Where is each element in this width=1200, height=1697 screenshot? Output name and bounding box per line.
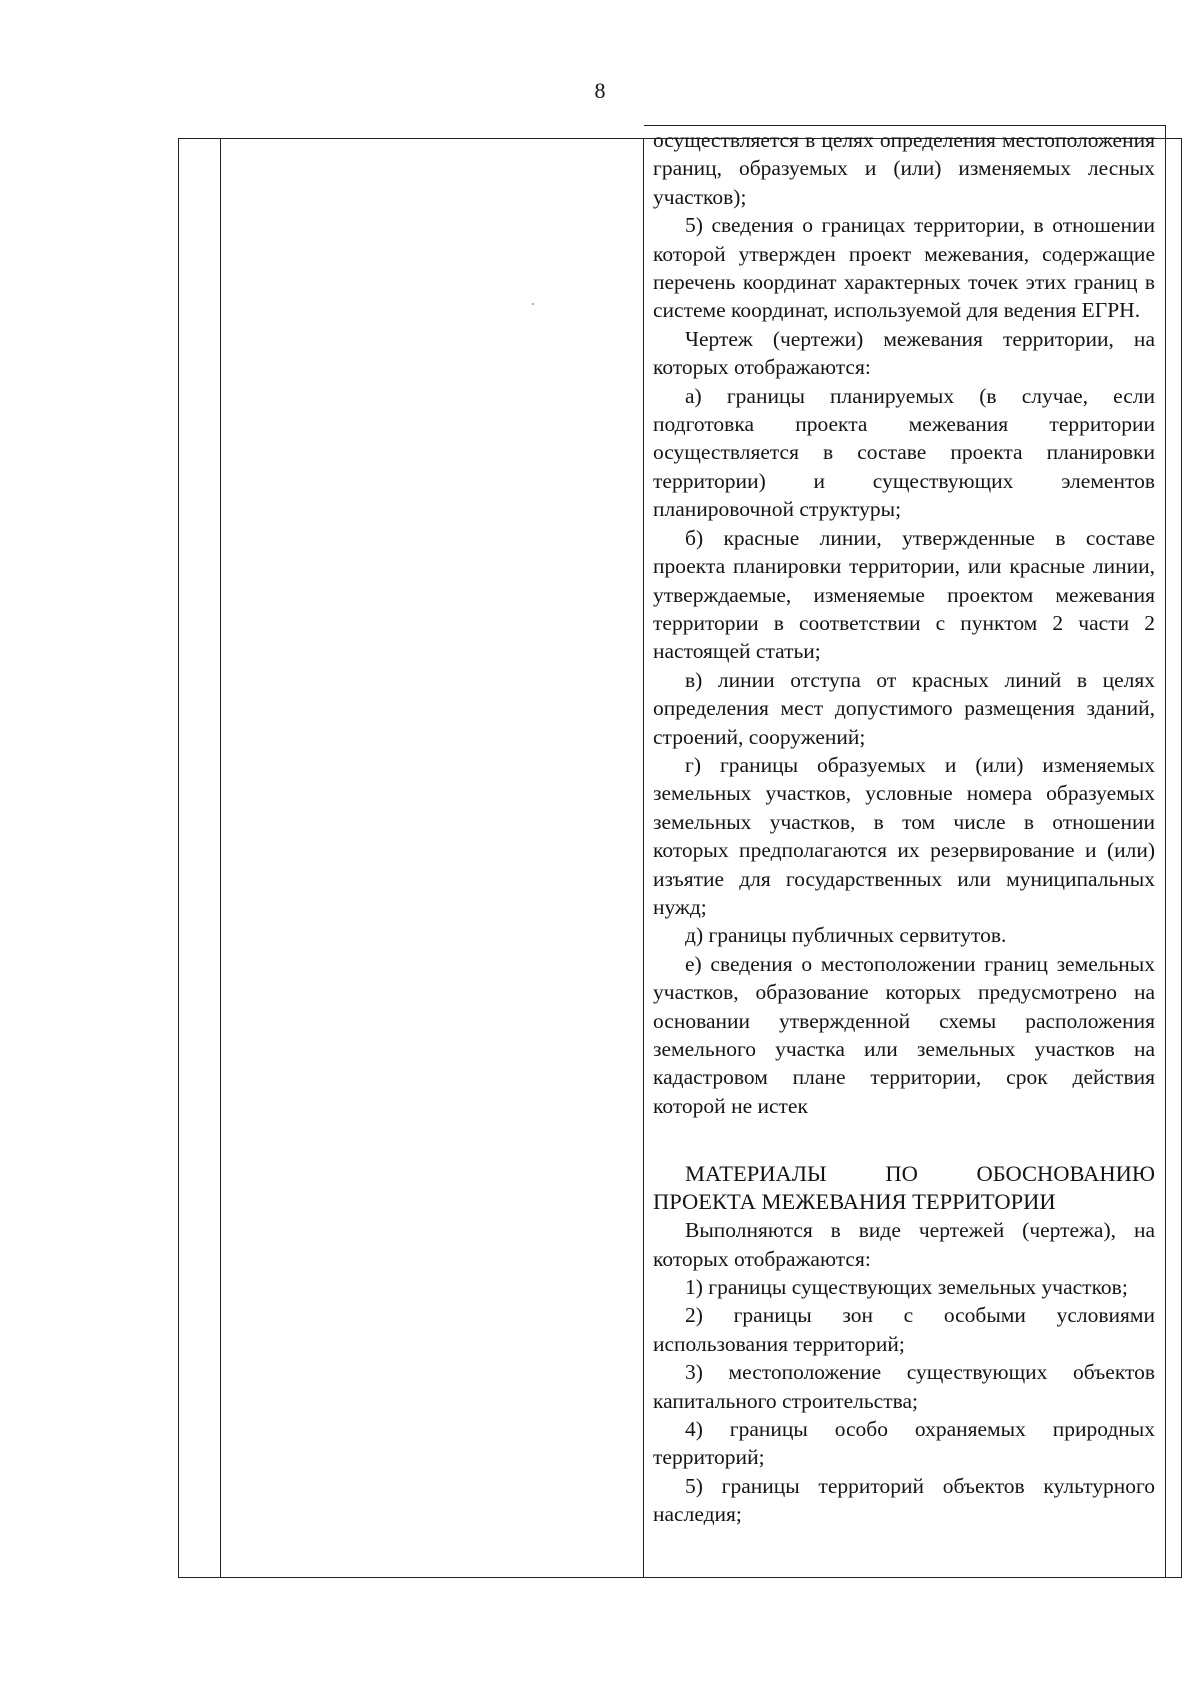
paragraph: 1) границы существующих земельных участков; (685, 1275, 1128, 1300)
paragraph: осуществляется в целях определения местоположения границ, образуемых и (или) изменяемых лесных участков); (653, 128, 1155, 209)
table-column-name (221, 139, 644, 1577)
paragraph: Чертеж (чертежи) межевания территории, на которых отображаются: (653, 326, 1155, 380)
paragraph: Выполняются в виде чертежей (чертежа), на которых отображаются: (653, 1218, 1155, 1271)
table-column-content (644, 125, 1166, 1577)
paragraph: г) границы образуемых и (или) изменяемых земельных участков, условные номера образуемых земельных участков, в том числе в отношении которых предполагаются их резервирование и (или) изъятие для государственных или муниципальных нужд; (653, 752, 1155, 919)
paragraph: 4) границы особо охраняемых природных территорий; (653, 1417, 1155, 1470)
paragraph: в) линии отступа от красных линий в целях определения мест допустимого размещения зданий, строений, сооружений; (653, 667, 1155, 749)
page-number: 8 (594, 78, 606, 103)
paragraph: 5) границы территорий объектов культурного наследия; (653, 1473, 1155, 1527)
drawing-requirements-block (653, 126, 1155, 1120)
paragraph: д) границы публичных сервитутов. (685, 923, 1007, 948)
paragraph: а) границы планируемых (в случае, если подготовка проекта межевания территории осуществляется в составе проекта планировки территории) и существующих элементов планировочной структуры; (653, 383, 1155, 522)
justification-materials-block (653, 1216, 1155, 1528)
section-heading: МАТЕРИАЛЫ ПО ОБОСНОВАНИЮ ПРОЕКТА МЕЖЕВАНИЯ ТЕРРИТОРИИ (653, 1161, 1155, 1215)
paragraph: б) красные линии, утвержденные в составе проекта планировки территории, или красные линии, утверждаемые, изменяемые проектом межевания территории в соответствии с пунктом 2 части 2 настоящей статьи; (653, 525, 1155, 664)
paragraph: 5) сведения о границах территории, в отношении которой утвержден проект межевания, содержащие перечень координат характерных точек этих границ в системе координат, используемой для ведения ЕГРН. (653, 213, 1155, 323)
scan-speck (532, 303, 534, 305)
table-column-number (179, 139, 221, 1577)
paragraph: 3) местоположение существующих объектов капитального строительства; (653, 1360, 1155, 1413)
content-text (653, 126, 1155, 1529)
paragraph: 2) границы зон с особыми условиями использования территорий; (653, 1303, 1155, 1356)
paragraph: е) сведения о местоположении границ земельных участков, образование которых предусмотрено на основании утвержденной схемы расположения земельного участка или земельных участков на кадастровом плане территории, срок действия которой не истек (653, 951, 1155, 1118)
requirements-table (178, 128, 1182, 1578)
